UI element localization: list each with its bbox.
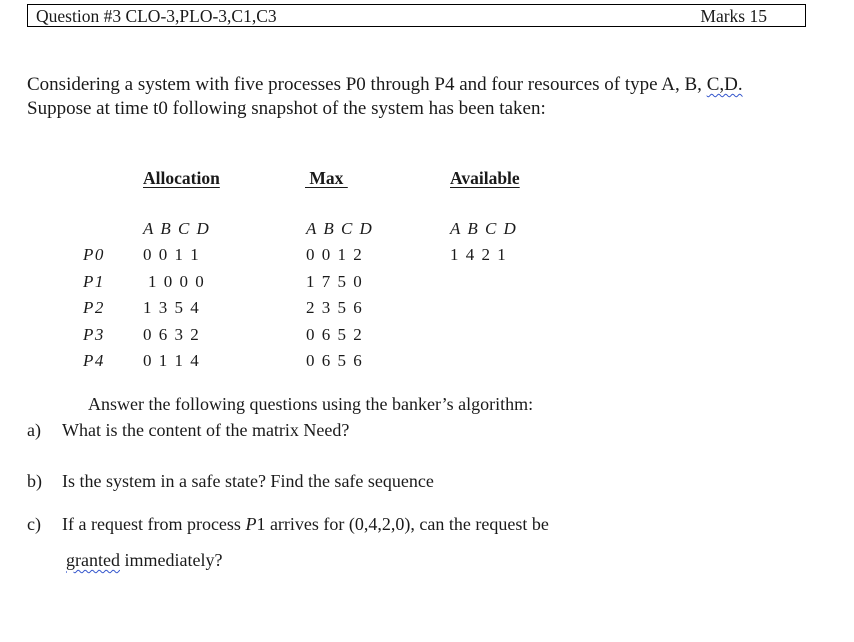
- process-label: P0: [83, 245, 105, 264]
- available-resource-labels: A B C D: [450, 219, 518, 238]
- allocation-value: 1 0 0 0: [148, 272, 206, 291]
- intro-resource-types: C,D.: [706, 74, 743, 95]
- max-value: 1 7 5 0: [306, 272, 364, 291]
- allocation-value: 0 1 1 4: [143, 351, 201, 370]
- max-heading: Max: [305, 168, 348, 188]
- question-header-box: [27, 4, 806, 27]
- allocation-heading: Allocation: [143, 168, 220, 188]
- allocation-resource-labels: A B C D: [143, 219, 211, 238]
- question-a-letter: a): [27, 420, 41, 440]
- max-resource-labels: A B C D: [306, 219, 374, 238]
- available-heading: Available: [450, 168, 520, 188]
- question-c-line-2-rest: immediately?: [119, 550, 223, 570]
- intro-text: Considering a system with five processes P0 through P4 and four resources of type A, B,: [27, 74, 707, 95]
- allocation-value: 0 6 3 2: [143, 325, 201, 344]
- question-c-process: P: [245, 514, 257, 534]
- question-number: Question #3 CLO-3,PLO-3,C1,C3: [36, 6, 277, 26]
- max-value: 0 6 5 6: [306, 351, 364, 370]
- max-value: 0 6 5 2: [306, 325, 364, 344]
- question-marks: Marks 15: [700, 6, 767, 26]
- available-value: 1 4 2 1: [450, 245, 508, 264]
- process-label: P2: [83, 298, 105, 317]
- question-c-text: [62, 514, 549, 535]
- question-b-letter: b): [27, 471, 42, 491]
- question-c-text-pre: If a request from process: [62, 514, 246, 534]
- intro-line-1: [27, 74, 743, 96]
- max-value: 2 3 5 6: [306, 298, 364, 317]
- intro-line-2: Suppose at time t0 following snapshot of the system has been taken:: [27, 98, 546, 119]
- process-label: P4: [83, 351, 105, 370]
- question-a-text: What is the content of the matrix Need?: [62, 420, 350, 440]
- question-c-granted: granted: [66, 550, 120, 570]
- question-b-text: Is the system in a safe state? Find the safe sequence: [62, 471, 434, 491]
- question-c-line-2: [66, 550, 222, 571]
- questions-intro: Answer the following questions using the banker’s algorithm:: [88, 394, 534, 414]
- question-c-text-post: 1 arrives for (0,4,2,0), can the request be: [256, 514, 549, 534]
- process-label: P3: [83, 325, 105, 344]
- allocation-value: 1 3 5 4: [143, 298, 201, 317]
- process-label: P1: [83, 272, 105, 291]
- max-value: 0 0 1 2: [306, 245, 364, 264]
- question-c-letter: c): [27, 514, 41, 534]
- allocation-value: 0 0 1 1: [143, 245, 201, 264]
